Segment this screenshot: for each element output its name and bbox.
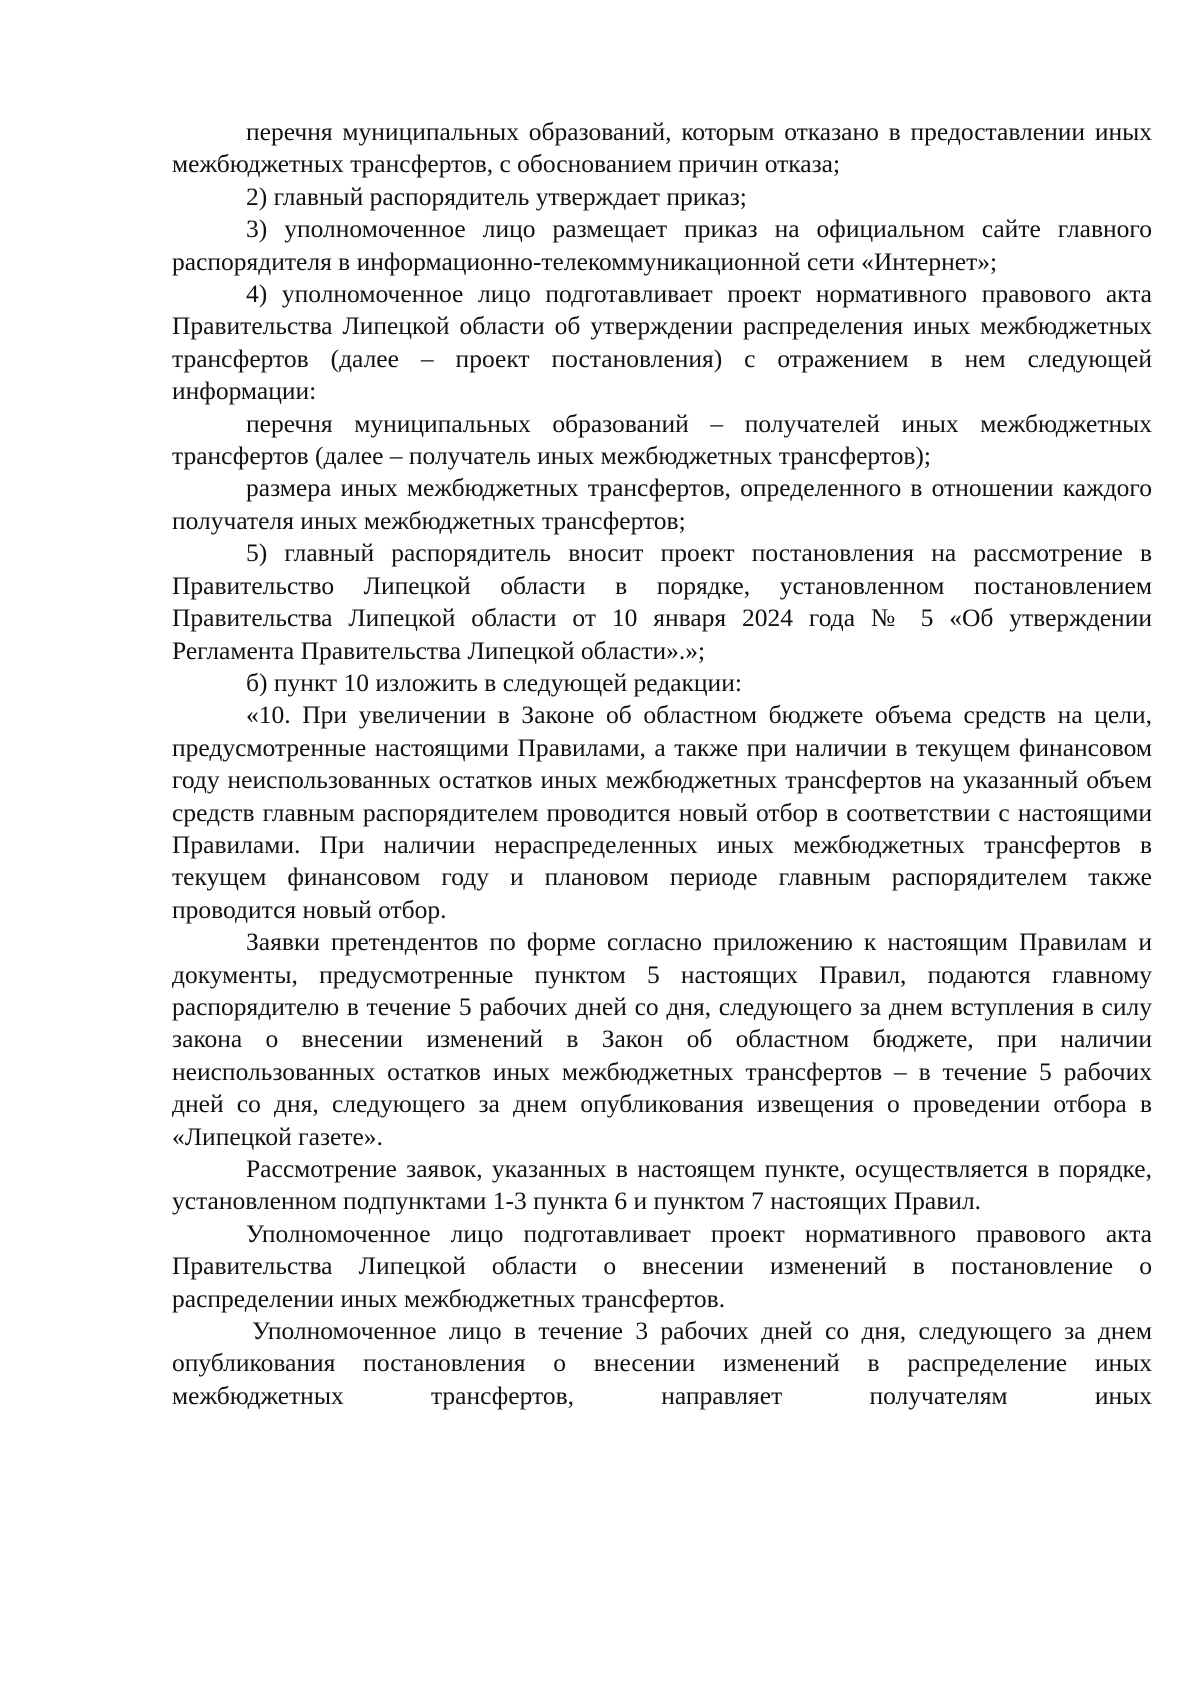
paragraph-rejected-list: перечня муниципальных образований, которым отказано в предоставлении иных межбюджетных трансфертов, с обоснованием причин отказа;: [172, 117, 1152, 179]
paragraph-item-2: 2) главный распорядитель утверждает приказ;: [246, 181, 747, 211]
paragraph-subitem-b: б) пункт 10 изложить в следующей редакции:: [246, 667, 742, 697]
paragraph-review: Рассмотрение заявок, указанных в настоящем пункте, осуществляется в порядке, установленном подпунктами 1-3 пункта 6 и пунктом 7 настоящих Правил.: [172, 1154, 1152, 1216]
paragraph-applications: Заявки претендентов по форме согласно приложению к настоящим Правилам и документы, предусмотренные пунктом 5 настоящих Правил, подаются главному распорядителю в течение 5 рабочих дней со дня, следующего за днем вступления в силу закона о внесении изменений в Закон об областном бюджете, при наличии неиспользованных остатков иных межбюджетных трансфертов – в течение 5 рабочих дней со дня, следующего за днем опубликования извещения о проведении отбора в «Липецкой газете».: [172, 927, 1152, 1151]
paragraph-item-5: 5) главный распорядитель вносит проект постановления на рассмотрение в Правительство Липецкой области в порядке, установленном постановлением Правительства Липецкой области от 10 января 2024 года № 5 «Об утверждении Регламента Правительства Липецкой области».»;: [172, 538, 1152, 665]
paragraph-item-4: 4) уполномоченное лицо подготавливает проект нормативного правового акта Правительства Липецкой области об утверждении распределения иных межбюджетных трансфертов (далее – проект постановления) с отражением в нем следующей информации:: [172, 279, 1152, 406]
paragraph-draft-act: Уполномоченное лицо подготавливает проект нормативного правового акта Правительства Липецкой области о внесении изменений в постановление о распределении иных межбюджетных трансфертов.: [172, 1218, 1152, 1313]
paragraph-transfer-size: размера иных межбюджетных трансфертов, определенного в отношении каждого получателя иных межбюджетных трансфертов;: [172, 473, 1152, 535]
paragraph-clause-10: «10. При увеличении в Законе об областном бюджете объема средств на цели, предусмотренные настоящими Правилами, а также при наличии в текущем финансовом году неиспользованных остатков иных межбюджетных трансфертов на указанный объем средств главным распорядителем проводится новый отбор в соответствии с настоящими Правилами. При наличии нераспределенных иных межбюджетных трансфертов в текущем финансовом году и плановом периоде главным распорядителем также проводится новый отбор.: [172, 700, 1152, 924]
paragraph-recipients-list: перечня муниципальных образований – получателей иных межбюджетных трансфертов (далее – получатель иных межбюджетных трансфертов);: [172, 408, 1152, 471]
paragraph-notification: Уполномоченное лицо в течение 3 рабочих дней со дня, следующего за днем опубликования постановления о внесении изменений в распределение иных межбюджетных трансфертов, направляет получателям иных: [172, 1316, 1152, 1410]
document-body: [172, 116, 1152, 1412]
paragraph-item-3: 3) уполномоченное лицо размещает приказ на официальном сайте главного распорядителя в информационно-телекоммуникационной сети «Интернет»;: [172, 214, 1152, 276]
